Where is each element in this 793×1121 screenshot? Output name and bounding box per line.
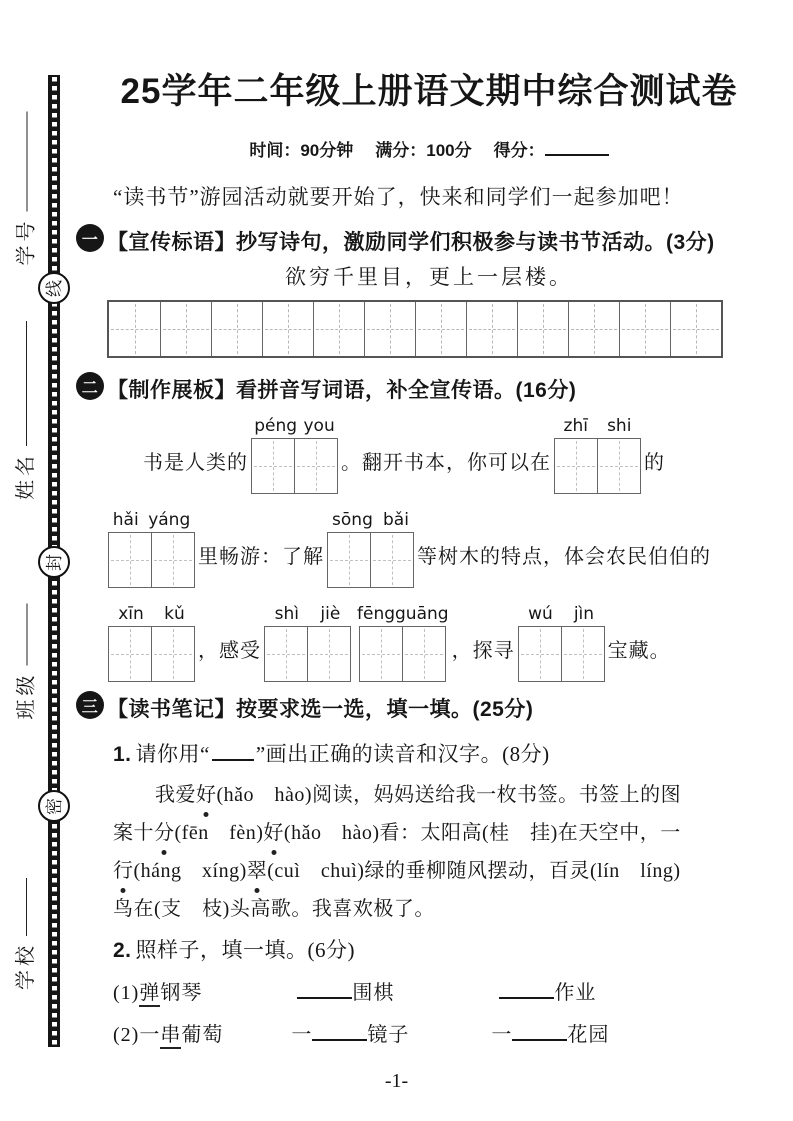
- question-1: [113, 738, 550, 768]
- copy-grid-cell: [211, 302, 262, 356]
- student-id-field: [14, 91, 40, 266]
- pinyin-syllable: guāng: [395, 604, 449, 624]
- text-run: 我爱: [155, 784, 196, 806]
- answer-box-cell: [402, 627, 445, 681]
- pinyin-syllable: kǔ: [164, 604, 185, 624]
- fill-in-row-2: [113, 1018, 609, 1049]
- text-run: 案十: [113, 822, 154, 844]
- pinyin-labels: [554, 416, 641, 436]
- text-run: (cuì chuì)绿的垂柳随风摆动，百灵(lín líng): [267, 860, 681, 882]
- school-field: [13, 860, 39, 990]
- name-label: 姓名: [15, 452, 37, 500]
- pinyin-syllable: zhī: [563, 416, 588, 436]
- pinyin-answer-group: [357, 604, 449, 682]
- answer-box-cell: [252, 439, 294, 493]
- pinyin-syllable: sōng: [332, 510, 373, 530]
- answer-box-cell: [151, 627, 194, 681]
- answer-box-pair: [108, 532, 195, 588]
- text-run: 。翻开书本，你可以在: [341, 452, 551, 474]
- text-run: 葡萄: [181, 1024, 224, 1046]
- name-blank-line: [26, 321, 27, 446]
- pinyin-labels: [264, 604, 351, 624]
- text-run: 花园: [567, 1024, 610, 1046]
- answer-box-cell: [597, 439, 640, 493]
- question-2-text: 照样子，填一填。(6分): [135, 938, 356, 962]
- answer-box-pair: [251, 438, 338, 494]
- score-label: 得分：: [493, 141, 545, 160]
- text-run: 围棋: [352, 982, 395, 1004]
- blank-line: [297, 977, 352, 999]
- text-run: ，感受: [198, 640, 261, 662]
- fill-in-row-1: [113, 976, 596, 1007]
- answer-box-cell: [109, 533, 151, 587]
- copy-grid-cell: [415, 302, 466, 356]
- answer-box-cell: [265, 627, 307, 681]
- text-run: (1): [113, 982, 140, 1004]
- pinyin-syllable: jìn: [573, 604, 595, 624]
- pinyin-syllable: fēng: [357, 604, 396, 624]
- text-run: 镜子: [367, 1024, 410, 1046]
- seal-circle-xian: [38, 272, 70, 304]
- copy-grid-cell: [364, 302, 415, 356]
- blank-line: [499, 977, 554, 999]
- seal-circle-mi: [38, 790, 70, 822]
- copy-grid-cell: [313, 302, 364, 356]
- copy-writing-grid: [107, 300, 723, 358]
- dotted-char: 行: [113, 852, 134, 890]
- text-run: (háng xíng): [133, 860, 247, 882]
- pinyin-labels: [251, 416, 338, 436]
- question-1-number: 1.: [113, 743, 132, 766]
- page-number: -1-: [384, 1070, 409, 1092]
- copy-grid-cell: [109, 302, 160, 356]
- section1-heading: [81, 226, 715, 256]
- pinyin-syllable: you: [303, 416, 335, 436]
- pinyin-syllable: wú: [528, 604, 553, 624]
- answer-box-cell: [328, 533, 370, 587]
- passage-line: [113, 852, 753, 890]
- answer-box-pair: [327, 532, 414, 588]
- pinyin-sentence-row-2: [105, 510, 753, 588]
- text-run: (hǎo hào)阅读，妈妈送给我一枚书签。书签上的图: [216, 784, 682, 806]
- text-run: 宝藏。: [607, 640, 671, 662]
- text-run: (2)一: [113, 1024, 161, 1046]
- paper-title: 25学年二年级上册语文期中综合测试卷: [120, 72, 738, 111]
- pinyin-syllable: péng: [254, 416, 298, 436]
- passage-line: [113, 776, 753, 814]
- section2-heading-text: 【制作展板】看拼音写词语，补全宣传语。(16分): [107, 379, 577, 402]
- pinyin-syllable: xīn: [118, 604, 144, 624]
- section1-heading-text: 【宣传标语】抄写诗句，激励同学们积极参与读书节活动。(3分): [107, 231, 715, 254]
- copy-grid-cell: [568, 302, 619, 356]
- section2-number-badge: 二: [76, 372, 104, 400]
- seal-char: 密: [44, 797, 64, 815]
- pinyin-answer-group: [327, 510, 414, 588]
- question-2-number: 2.: [113, 939, 132, 962]
- class-field: [14, 585, 40, 720]
- reading-passage: [113, 776, 753, 928]
- section3-heading-text: 【读书笔记】按要求选一选，填一填。(25分): [107, 698, 534, 721]
- time-label: 时间：90分钟: [249, 141, 354, 160]
- class-label: 班级: [15, 671, 38, 720]
- answer-box-pair: [359, 626, 446, 682]
- text-run: (hǎo hào)看：太阳高(桂 挂)在天空中，一: [283, 822, 681, 844]
- pinyin-sentence-row-1: [105, 416, 753, 494]
- pinyin-labels: [108, 510, 195, 530]
- text-run: (fēn fèn): [174, 822, 264, 844]
- answer-box-cell: [307, 627, 350, 681]
- question-2: [113, 934, 355, 964]
- answer-box-cell: [370, 533, 413, 587]
- pinyin-answer-group: [251, 416, 338, 494]
- pinyin-answer-group: [518, 604, 605, 682]
- school-blank-line: [26, 878, 27, 936]
- text-run: 书是人类的: [143, 452, 248, 474]
- answer-box-cell: [519, 627, 561, 681]
- dotted-char: 好: [196, 776, 217, 814]
- section1-number-badge: 一: [76, 224, 104, 252]
- seal-char: 线: [44, 279, 64, 297]
- text-run: 请你用“: [135, 742, 210, 766]
- exam-meta: [105, 136, 753, 161]
- pinyin-sentence-row-3: [105, 604, 753, 682]
- pinyin-syllable: shì: [274, 604, 300, 624]
- section3-number-badge: 三: [76, 691, 104, 719]
- pinyin-labels: [327, 510, 414, 530]
- intro-text: “读书节”游园活动就要开始了，快来和同学们一起参加吧！: [113, 185, 684, 209]
- answer-box-cell: [151, 533, 194, 587]
- text-run: 一: [491, 1024, 513, 1046]
- copy-grid-cell: [619, 302, 670, 356]
- answer-box-cell: [555, 439, 597, 493]
- copy-grid-cell: [670, 302, 721, 356]
- pinyin-syllable: bǎi: [382, 510, 409, 530]
- pinyin-labels: [357, 604, 449, 624]
- pinyin-answer-group: [108, 604, 195, 682]
- text-run: 等树木的特点，体会农民伯伯的: [417, 546, 711, 568]
- school-label: 学校: [15, 942, 37, 990]
- answer-box-cell: [294, 439, 337, 493]
- section3-heading: [81, 693, 534, 723]
- seal-circle-feng: [38, 546, 70, 578]
- copy-grid-cell: [262, 302, 313, 356]
- pinyin-answer-group: [264, 604, 351, 682]
- passage-line: [113, 890, 753, 928]
- pinyin-syllable: shi: [607, 416, 632, 436]
- answer-box-cell: [360, 627, 402, 681]
- pinyin-syllable: jiè: [320, 604, 341, 624]
- poem-line: 欲穷千里目，更上一层楼。: [285, 265, 573, 289]
- question-1-text: [136, 742, 550, 766]
- copy-grid-cell: [160, 302, 211, 356]
- dotted-char: 好: [263, 814, 284, 852]
- full-score-label: 满分：100分: [375, 141, 472, 160]
- underlined-char: 串: [160, 1024, 181, 1049]
- answer-box-cell: [109, 627, 151, 681]
- score-blank-line: [545, 137, 609, 156]
- blank-line: [512, 1019, 567, 1041]
- text-run: 里畅游：了解: [198, 546, 324, 568]
- text-run: 一: [291, 1024, 313, 1046]
- text-run: 的: [644, 452, 665, 474]
- text-run: ”画出正确的读音和汉字。(8分): [255, 742, 550, 766]
- student-id-blank-line: [26, 112, 27, 212]
- passage-line: [113, 814, 753, 852]
- text-run: 鸟在(支 枝)头高歌。我喜欢极了。: [113, 898, 435, 920]
- copy-grid-cell: [466, 302, 517, 356]
- text-run: 钢琴: [160, 982, 203, 1004]
- answer-box-pair: [264, 626, 351, 682]
- answer-box-pair: [518, 626, 605, 682]
- answer-box-cell: [561, 627, 604, 681]
- blank-line: [312, 1019, 367, 1041]
- pinyin-syllable: yáng: [148, 510, 191, 530]
- blank-line: [212, 738, 254, 761]
- student-id-label: 学号: [15, 217, 38, 266]
- pinyin-answer-group: [108, 510, 195, 588]
- section2-heading: [81, 374, 577, 404]
- name-field: [13, 300, 39, 500]
- dotted-char: 分: [154, 814, 175, 852]
- answer-box-pair: [554, 438, 641, 494]
- text-run: 作业: [554, 982, 597, 1004]
- pinyin-syllable: hǎi: [112, 510, 139, 530]
- dotted-char: 翠: [247, 852, 268, 890]
- pinyin-labels: [518, 604, 605, 624]
- copy-grid-cell: [517, 302, 568, 356]
- answer-box-pair: [108, 626, 195, 682]
- class-blank-line: [26, 604, 27, 666]
- text-run: ，探寻: [451, 640, 515, 662]
- pinyin-answer-group: [554, 416, 641, 494]
- seal-char: 封: [44, 553, 64, 571]
- underlined-char: 弹: [139, 982, 160, 1007]
- pinyin-labels: [108, 604, 195, 624]
